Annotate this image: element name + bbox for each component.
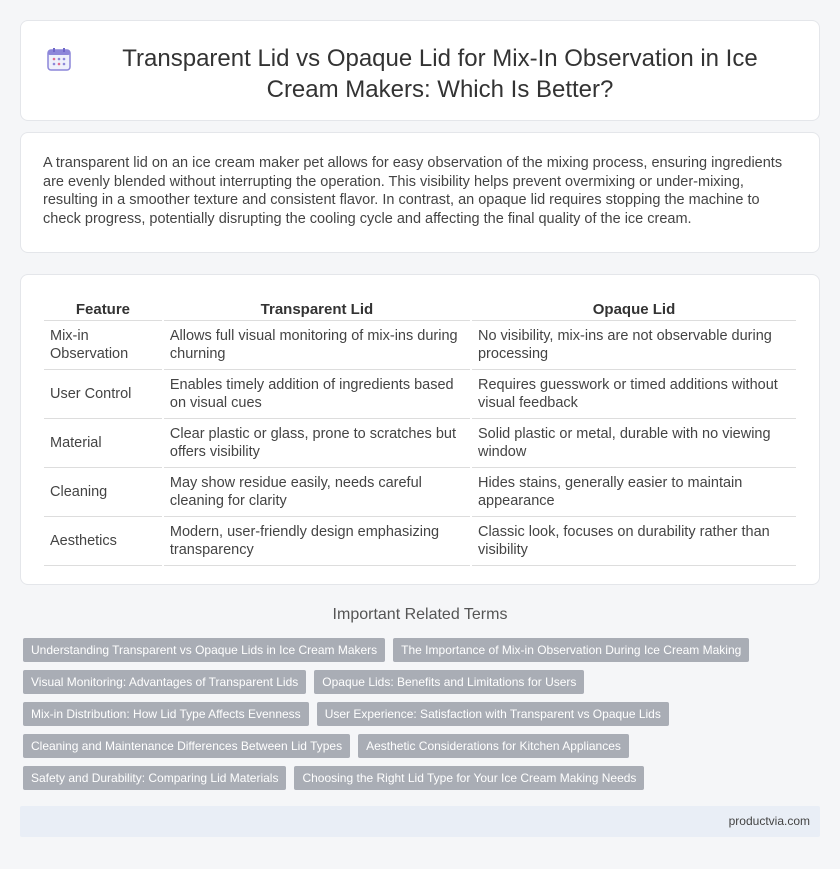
header-feature: Feature bbox=[44, 295, 162, 321]
opaque-cell: Requires guesswork or timed additions without visual feedback bbox=[472, 370, 796, 419]
footer-site-link[interactable]: productvia.com bbox=[728, 814, 810, 828]
related-term-link[interactable]: Opaque Lids: Benefits and Limitations for Users bbox=[314, 670, 584, 694]
feature-cell: User Control bbox=[44, 370, 162, 419]
comparison-table bbox=[42, 295, 798, 566]
related-terms-title: Important Related Terms bbox=[332, 606, 508, 623]
opaque-cell: Solid plastic or metal, durable with no viewing window bbox=[472, 419, 796, 468]
related-term-link[interactable]: Visual Monitoring: Advantages of Transparent Lids bbox=[23, 670, 306, 694]
related-term-link[interactable]: Aesthetic Considerations for Kitchen Appliances bbox=[358, 734, 629, 758]
table-header-row bbox=[44, 295, 796, 321]
feature-cell: Cleaning bbox=[44, 468, 162, 517]
feature-cell: Material bbox=[44, 419, 162, 468]
page-title: Transparent Lid vs Opaque Lid for Mix-In Observation in Ice Cream Makers: Which Is Better? bbox=[122, 45, 758, 103]
feature-cell: Aesthetics bbox=[44, 517, 162, 566]
transparent-cell: Modern, user-friendly design emphasizing transparency bbox=[164, 517, 470, 566]
related-term-link[interactable]: Understanding Transparent vs Opaque Lids in Ice Cream Makers bbox=[23, 638, 385, 662]
opaque-cell: Classic look, focuses on durability rather than visibility bbox=[472, 517, 796, 566]
chip-row bbox=[23, 670, 803, 694]
chip-row bbox=[23, 734, 803, 758]
table-row bbox=[44, 419, 796, 468]
opaque-cell: No visibility, mix-ins are not observable during processing bbox=[472, 321, 796, 370]
table-row bbox=[44, 370, 796, 419]
transparent-cell: May show residue easily, needs careful cleaning for clarity bbox=[164, 468, 470, 517]
table-row bbox=[44, 517, 796, 566]
footer bbox=[20, 806, 820, 837]
related-term-link[interactable]: Cleaning and Maintenance Differences Between Lid Types bbox=[23, 734, 350, 758]
chip-row bbox=[23, 702, 803, 726]
related-term-link[interactable]: Safety and Durability: Comparing Lid Materials bbox=[23, 766, 286, 790]
title-card bbox=[20, 20, 820, 121]
transparent-cell: Enables timely addition of ingredients based on visual cues bbox=[164, 370, 470, 419]
header-opaque-lid: Opaque Lid bbox=[472, 295, 796, 321]
related-term-link[interactable]: Mix-in Distribution: How Lid Type Affects Evenness bbox=[23, 702, 309, 726]
table-row bbox=[44, 468, 796, 517]
related-terms-list bbox=[23, 638, 803, 798]
related-term-link[interactable]: Choosing the Right Lid Type for Your Ice Cream Making Needs bbox=[294, 766, 644, 790]
opaque-cell: Hides stains, generally easier to maintain appearance bbox=[472, 468, 796, 517]
related-term-link[interactable]: User Experience: Satisfaction with Transparent vs Opaque Lids bbox=[317, 702, 669, 726]
transparent-cell: Clear plastic or glass, prone to scratches but offers visibility bbox=[164, 419, 470, 468]
intro-card bbox=[20, 132, 820, 253]
related-term-link[interactable]: The Importance of Mix-in Observation During Ice Cream Making bbox=[393, 638, 749, 662]
chip-row bbox=[23, 766, 803, 790]
comparison-card bbox=[20, 274, 820, 585]
chip-row bbox=[23, 638, 803, 662]
intro-paragraph: A transparent lid on an ice cream maker pet allows for easy observation of the mixing process, ensuring ingredients are evenly blended without interrupting the operation. This visibility helps prevent overmixing or under-mixing, resulting in a smoother texture and consistent flavor. In contrast, an opaque lid requires stopping the machine to check progress, potentially disrupting the cooling cycle and affecting the final quality of the ice cream. bbox=[43, 155, 783, 228]
transparent-cell: Allows full visual monitoring of mix-ins during churning bbox=[164, 321, 470, 370]
table-row bbox=[44, 321, 796, 370]
header-transparent-lid: Transparent Lid bbox=[164, 295, 470, 321]
feature-cell: Mix-in Observation bbox=[44, 321, 162, 370]
